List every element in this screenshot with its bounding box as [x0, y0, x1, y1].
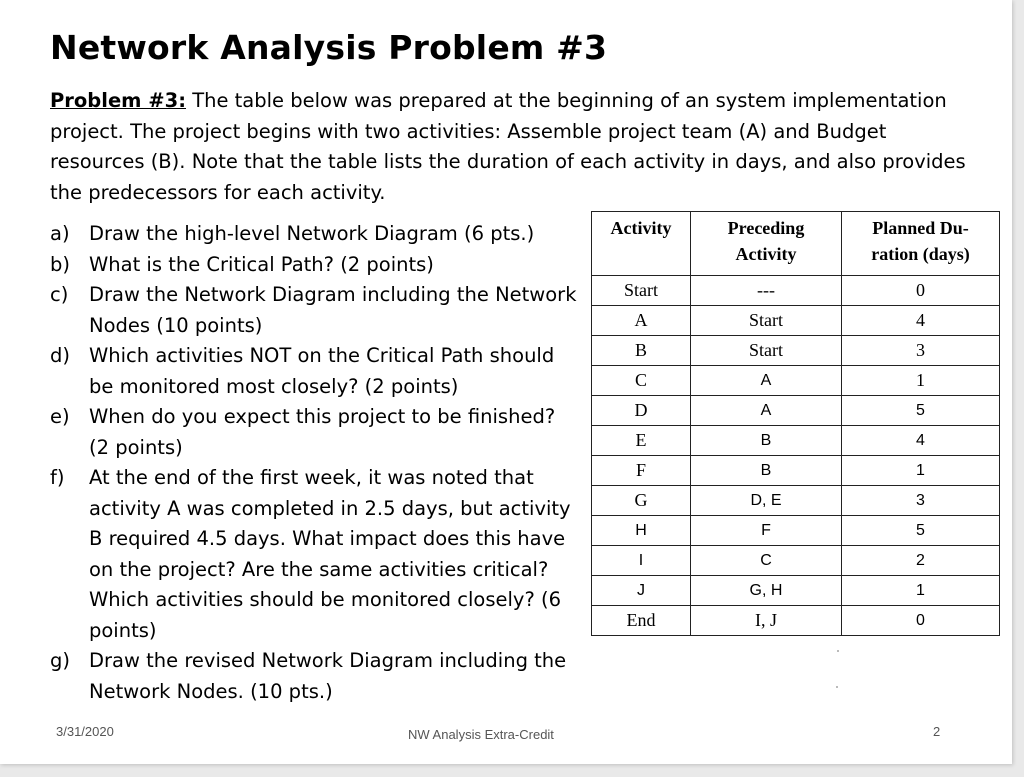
question-marker: c) [50, 283, 69, 306]
cell-preceding: A [691, 396, 842, 426]
activity-table [591, 211, 1000, 636]
question-text: When do you expect this project to be finished? (2 points) [89, 405, 556, 459]
question-item [50, 646, 580, 707]
footer-date: 3/31/2020 [56, 724, 114, 739]
table-row [592, 486, 1000, 516]
cell-duration: 4 [842, 426, 1000, 456]
question-text: Draw the Network Diagram including the Network Nodes (10 points) [89, 283, 577, 337]
cell-preceding: B [691, 426, 842, 456]
cell-duration: 4 [842, 306, 1000, 336]
question-marker: g) [50, 649, 70, 672]
cell-duration: 1 [842, 366, 1000, 396]
cell-preceding: D, E [691, 486, 842, 516]
cell-activity: I [592, 546, 691, 576]
header-preceding-line2: Activity [735, 244, 797, 264]
cell-preceding: G, H [691, 576, 842, 606]
footer-page-number: 2 [933, 724, 941, 739]
table-row [592, 426, 1000, 456]
cell-activity: H [592, 516, 691, 546]
header-duration-line1: Planned Du- [872, 218, 969, 238]
table-row [592, 306, 1000, 336]
page-title: Network Analysis Problem #3 [50, 28, 608, 67]
cell-activity: C [592, 366, 691, 396]
question-text: What is the Critical Path? (2 points) [89, 252, 434, 276]
header-preceding-line1: Preceding [727, 218, 805, 238]
cell-preceding: Start [691, 306, 842, 336]
cell-duration: 2 [842, 546, 1000, 576]
question-item [50, 402, 580, 463]
question-text: At the end of the first week, it was noted that activity A was completed in 2.5 days, but activity B required 4.5 days. What impact does this have on the project? Are the same activities critical? Which activities should be monitored closely? (6 points) [89, 466, 571, 642]
problem-intro [50, 86, 970, 208]
question-marker: a) [50, 222, 70, 245]
cell-activity: End [592, 606, 691, 636]
problem-text: The table below was prepared at the beginning of an system implementation project. The project begins with two activities: Assemble project team (A) and Budget resources (B). Note that the table lists the duration of each activity in days, and also provides the predecessors for each activity. [50, 89, 966, 204]
question-item [50, 219, 580, 250]
table-row [592, 516, 1000, 546]
cell-activity: A [592, 306, 691, 336]
cell-preceding: --- [691, 276, 842, 306]
cell-activity: D [592, 396, 691, 426]
cell-preceding: B [691, 456, 842, 486]
problem-lead: Problem #3: [50, 89, 186, 112]
question-item [50, 341, 580, 402]
table-row [592, 456, 1000, 486]
table-row [592, 336, 1000, 366]
cell-preceding: Start [691, 336, 842, 366]
cell-duration: 0 [842, 606, 1000, 636]
footer-title: NW Analysis Extra-Credit [408, 727, 554, 742]
question-marker: d) [50, 344, 70, 367]
table-header-row [592, 212, 1000, 276]
cell-duration: 1 [842, 456, 1000, 486]
table-row [592, 276, 1000, 306]
cell-activity: G [592, 486, 691, 516]
question-marker: b) [50, 252, 70, 276]
cell-duration: 1 [842, 576, 1000, 606]
cell-duration: 3 [842, 336, 1000, 366]
question-list [50, 219, 580, 707]
cell-activity: J [592, 576, 691, 606]
table-row [592, 546, 1000, 576]
question-text: Draw the revised Network Diagram including the Network Nodes. (10 pts.) [89, 649, 567, 703]
cell-activity: Start [592, 276, 691, 306]
cell-preceding: F [691, 516, 842, 546]
question-item [50, 463, 580, 646]
table-row [592, 576, 1000, 606]
header-duration-line2: ration (days) [871, 244, 970, 264]
question-text: Which activities NOT on the Critical Path should be monitored most closely? (2 points) [89, 344, 555, 398]
cell-preceding: A [691, 366, 842, 396]
table-row [592, 396, 1000, 426]
cell-duration: 3 [842, 486, 1000, 516]
question-item [50, 280, 580, 341]
cell-activity: E [592, 426, 691, 456]
header-duration [842, 212, 1000, 276]
cell-duration: 5 [842, 396, 1000, 426]
question-marker: f) [50, 466, 65, 489]
question-item [50, 250, 580, 281]
table-row [592, 606, 1000, 636]
table-row [592, 366, 1000, 396]
cell-preceding: C [691, 546, 842, 576]
header-preceding [691, 212, 842, 276]
cell-preceding: I, J [691, 606, 842, 636]
header-activity: Activity [592, 212, 691, 276]
question-text: Draw the high-level Network Diagram (6 pts.) [89, 222, 535, 245]
cell-activity: B [592, 336, 691, 366]
cell-duration: 5 [842, 516, 1000, 546]
speck-mark [836, 686, 838, 688]
cell-activity: F [592, 456, 691, 486]
cell-duration: 0 [842, 276, 1000, 306]
speck-mark [837, 650, 839, 652]
question-marker: e) [50, 405, 70, 428]
